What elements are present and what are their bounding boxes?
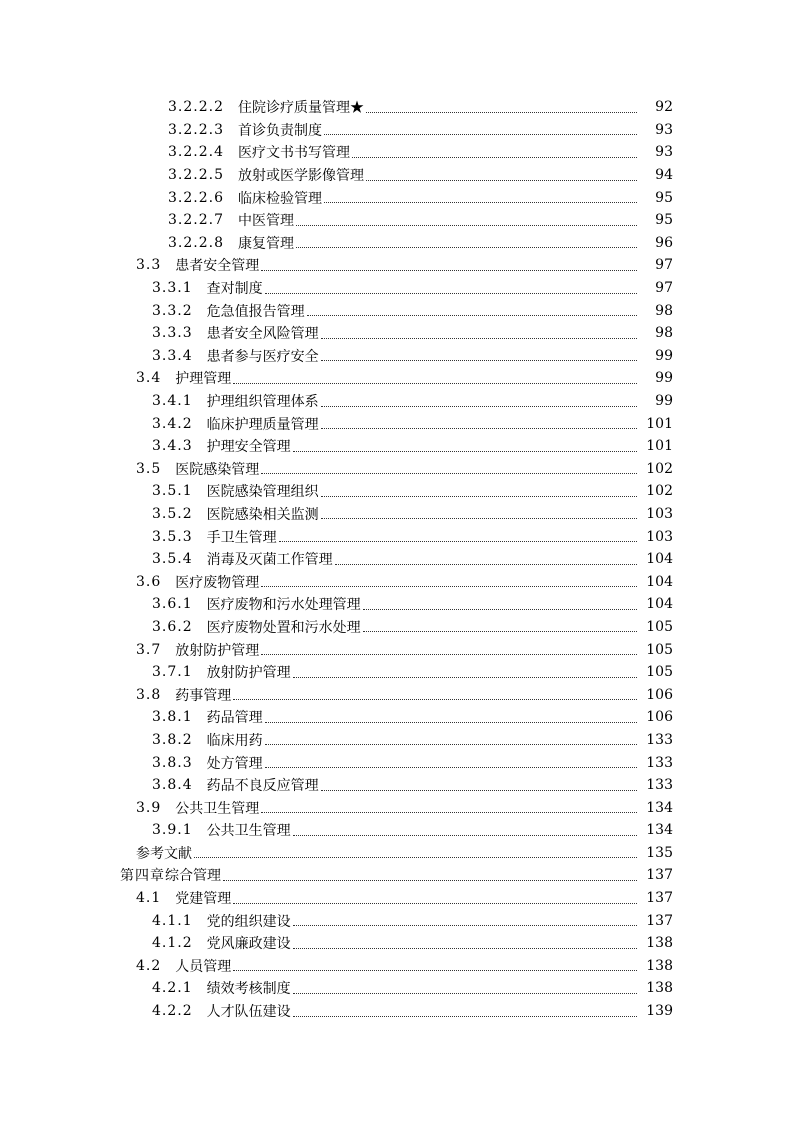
toc-entry-number: 3.3.4 [152,347,193,364]
toc-entry[interactable] [0,706,793,729]
toc-entry[interactable] [0,661,793,684]
toc-entry-number: 3.6 [136,573,162,590]
toc-entry-title: 党建管理 [175,891,232,908]
toc-entry-title: 医疗废物和污水处理管理 [206,597,361,614]
toc-entry-title: 康复管理 [237,235,294,252]
toc-entry-page-number: 94 [655,167,673,184]
toc-entry-title: 住院诊疗质量管理★ [237,100,364,117]
toc-entry-page-number: 105 [646,664,673,681]
toc-entry-title: 查对制度 [206,281,263,298]
toc-entry-title: 综合管理 [165,868,221,885]
dot-leader [293,948,637,949]
toc-entry-page-number: 99 [655,393,673,410]
toc-entry-number: 3.8.1 [152,709,193,726]
dot-leader [352,157,637,158]
toc-entry-title: 药品管理 [206,710,263,727]
toc-entry[interactable] [0,842,793,865]
toc-entry-page-number: 103 [646,505,673,522]
toc-entry[interactable] [0,751,793,774]
toc-entry[interactable] [0,593,793,616]
toc-entry-page-number: 105 [646,618,673,635]
toc-entry-number: 4.1 [136,890,162,907]
toc-entry-page-number: 105 [646,641,673,658]
dot-leader [321,338,637,339]
toc-entry-number: 3.7 [136,641,162,658]
dot-leader [321,496,637,497]
toc-entry[interactable] [0,887,793,910]
toc-entry-number: 3.8.2 [152,731,193,748]
toc-entry-page-number: 98 [655,325,673,342]
toc-entry-page-number: 137 [646,912,673,929]
toc-entry-number: 3.8.4 [152,777,193,794]
toc-entry-page-number: 102 [646,483,673,500]
toc-entry-title: 放射防护管理 [206,665,291,682]
toc-entry-page-number: 101 [646,438,673,455]
toc-entry-title: 医疗废物管理 [175,574,260,591]
toc-entry-number: 3.8.3 [152,754,193,771]
toc-entry-title: 危急值报告管理 [206,303,305,320]
toc-entry-number: 3.5.2 [152,505,193,522]
toc-entry[interactable] [0,254,793,277]
dot-leader [321,428,637,429]
toc-entry-page-number: 104 [646,551,673,568]
toc-entry[interactable] [0,729,793,752]
toc-entry-page-number: 96 [655,234,673,251]
toc-entry-page-number: 138 [646,935,673,952]
toc-entry-page-number: 139 [646,1003,673,1020]
toc-entry-number: 4.2.2 [152,1003,193,1020]
dot-leader [233,903,637,904]
toc-entry[interactable] [0,232,793,255]
toc-entry[interactable] [0,1000,793,1023]
toc-entry[interactable] [0,570,793,593]
toc-entry[interactable] [0,864,793,887]
dot-leader [293,835,637,836]
dot-leader [366,180,637,181]
toc-entry-title: 绩效考核制度 [206,981,291,998]
dot-leader [324,202,637,203]
toc-entry[interactable] [0,977,793,1000]
toc-entry-page-number: 138 [646,957,673,974]
dot-leader [324,134,637,135]
toc-entry-title: 党风廉政建设 [206,936,291,953]
toc-entry-number: 3.2.2.8 [168,234,224,251]
toc-entry[interactable] [0,322,793,345]
toc-entry-title: 临床用药 [206,732,263,749]
toc-entry-number: 3.7.1 [152,664,193,681]
toc-entry-number: 第四章 [120,868,165,885]
dot-leader [293,451,637,452]
toc-entry-number: 3.5.1 [152,483,193,500]
toc-entry-page-number: 106 [646,709,673,726]
toc-entry-page-number: 135 [646,844,673,861]
dot-leader [307,315,637,316]
dot-leader [293,1016,637,1017]
dot-leader [296,247,637,248]
dot-leader [296,225,637,226]
dot-leader [265,722,637,723]
toc-entry-title: 人才队伍建设 [206,1004,291,1021]
toc-entry-number: 4.2 [136,957,162,974]
dot-leader [293,993,637,994]
toc-entry-page-number: 95 [655,189,673,206]
dot-leader [279,541,637,542]
toc-entry[interactable] [0,164,793,187]
dot-leader [261,812,637,813]
toc-entry-title: 消毒及灭菌工作管理 [206,552,333,569]
dot-leader [233,383,637,384]
toc-entry-number: 3.4.3 [152,438,193,455]
toc-entry-title: 党的组织建设 [206,913,291,930]
toc-entry[interactable] [0,683,793,706]
toc-entry-title: 医院感染相关监测 [206,506,319,523]
toc-entry-title: 放射或医学影像管理 [237,168,364,185]
dot-leader [363,609,637,610]
dot-leader [223,880,637,881]
dot-leader [233,970,637,971]
toc-entry-number: 3.2.2.2 [168,99,224,116]
toc-entry-title: 临床护理质量管理 [206,416,319,433]
toc-entry-page-number: 104 [646,596,673,613]
toc-entry-title: 手卫生管理 [206,529,277,546]
toc-entry-number: 3.9 [136,799,162,816]
toc-entry-title: 处方管理 [206,755,263,772]
toc-entry-number: 3.3.3 [152,325,193,342]
toc-entry-number: 4.2.1 [152,980,193,997]
toc-entry[interactable] [0,548,793,571]
toc-entry-title: 医院感染管理组织 [206,484,319,501]
toc-entry[interactable] [0,412,793,435]
toc-entry-title: 参考文献 [136,845,192,862]
toc-entry-number: 3.2.2.7 [168,212,224,229]
toc-entry[interactable] [0,119,793,142]
toc-entry-page-number: 138 [646,980,673,997]
toc-entry-number: 4.1.2 [152,935,193,952]
toc-entry-title: 患者安全管理 [175,258,260,275]
dot-leader [261,654,637,655]
toc-entry-page-number: 104 [646,573,673,590]
dot-leader [293,925,637,926]
toc-entry-page-number: 133 [646,731,673,748]
toc-entry[interactable] [0,345,793,368]
toc-entry-page-number: 133 [646,777,673,794]
toc-entry-number: 3.3 [136,257,162,274]
toc-entry-number: 3.6.1 [152,596,193,613]
toc-entry-page-number: 134 [646,822,673,839]
toc-entry-title: 医疗文书书写管理 [237,145,350,162]
toc-entry-number: 3.4.2 [152,415,193,432]
toc-entry-page-number: 98 [655,302,673,319]
toc-entry[interactable] [0,390,793,413]
toc-entry-number: 3.2.2.6 [168,189,224,206]
toc-entry[interactable] [0,955,793,978]
dot-leader [321,518,637,519]
toc-entry-title: 医疗废物处置和污水处理 [206,619,361,636]
toc-entry-number: 3.2.2.5 [168,167,224,184]
toc-entry-page-number: 134 [646,799,673,816]
dot-leader [233,699,637,700]
toc-entry-title: 中医管理 [237,213,294,230]
toc-entry[interactable] [0,503,793,526]
toc-entry-page-number: 102 [646,460,673,477]
toc-entry-number: 3.5 [136,460,162,477]
dot-leader [293,677,637,678]
toc-entry-title: 公共卫生管理 [206,823,291,840]
toc-entry-number: 3.4 [136,370,162,387]
toc-entry-number: 3.5.4 [152,551,193,568]
toc-entry-number: 3.2.2.3 [168,121,224,138]
toc-entry[interactable] [0,209,793,232]
toc-entry-title: 医院感染管理 [175,461,260,478]
dot-leader [261,270,637,271]
toc-entry[interactable] [0,638,793,661]
toc-entry[interactable] [0,277,793,300]
dot-leader [366,112,637,113]
dot-leader [321,406,637,407]
toc-entry-title: 护理安全管理 [206,439,291,456]
toc-entry-title: 护理组织管理体系 [206,394,319,411]
toc-entry[interactable] [0,458,793,481]
toc-entry[interactable] [0,774,793,797]
toc-entry-page-number: 106 [646,686,673,703]
toc-entry-page-number: 99 [655,370,673,387]
dot-leader [335,564,637,565]
toc-entry-title: 公共卫生管理 [175,800,260,817]
dot-leader [265,767,637,768]
toc-entry-page-number: 103 [646,528,673,545]
toc-entry-title: 放射防护管理 [175,642,260,659]
toc-entry[interactable] [0,141,793,164]
toc-entry-number: 3.2.2.4 [168,144,224,161]
toc-entry[interactable] [0,796,793,819]
toc-entry-page-number: 97 [655,257,673,274]
dot-leader [321,360,637,361]
dot-leader [194,857,637,858]
dot-leader [261,586,637,587]
toc-entry-title: 首诊负责制度 [237,122,322,139]
toc-entry-number: 4.1.1 [152,912,193,929]
toc-entry[interactable] [0,909,793,932]
dot-leader [265,293,637,294]
toc-entry-page-number: 97 [655,280,673,297]
toc-entry-number: 3.3.1 [152,280,193,297]
toc-entry[interactable] [0,525,793,548]
toc-entry[interactable] [0,435,793,458]
toc-entry-page-number: 137 [646,867,673,884]
toc-entry-number: 3.4.1 [152,393,193,410]
dot-leader [265,744,637,745]
toc-entry[interactable] [0,616,793,639]
toc-entry-number: 3.9.1 [152,822,193,839]
table-of-contents [0,96,793,1022]
toc-entry[interactable] [0,819,793,842]
toc-entry[interactable] [0,367,793,390]
toc-entry-page-number: 92 [655,99,673,116]
toc-entry-title: 患者安全风险管理 [206,326,319,343]
toc-entry-title: 人员管理 [175,958,232,975]
toc-entry-page-number: 93 [655,144,673,161]
dot-leader [363,631,637,632]
toc-entry-number: 3.8 [136,686,162,703]
toc-entry-page-number: 99 [655,347,673,364]
toc-entry[interactable] [0,299,793,322]
dot-leader [321,790,637,791]
toc-entry-number: 3.6.2 [152,618,193,635]
toc-entry-page-number: 95 [655,212,673,229]
toc-entry-title: 药事管理 [175,687,232,704]
toc-entry-page-number: 93 [655,121,673,138]
toc-entry-page-number: 133 [646,754,673,771]
toc-entry-number: 3.5.3 [152,528,193,545]
toc-entry[interactable] [0,932,793,955]
toc-entry-page-number: 101 [646,415,673,432]
dot-leader [261,473,637,474]
toc-entry-title: 临床检验管理 [237,190,322,207]
toc-entry[interactable] [0,96,793,119]
toc-entry-title: 患者参与医疗安全 [206,348,319,365]
toc-entry[interactable] [0,480,793,503]
toc-entry-page-number: 137 [646,890,673,907]
toc-entry-title: 护理管理 [175,371,232,388]
toc-entry-number: 3.3.2 [152,302,193,319]
toc-entry-title: 药品不良反应管理 [206,778,319,795]
toc-entry[interactable] [0,186,793,209]
